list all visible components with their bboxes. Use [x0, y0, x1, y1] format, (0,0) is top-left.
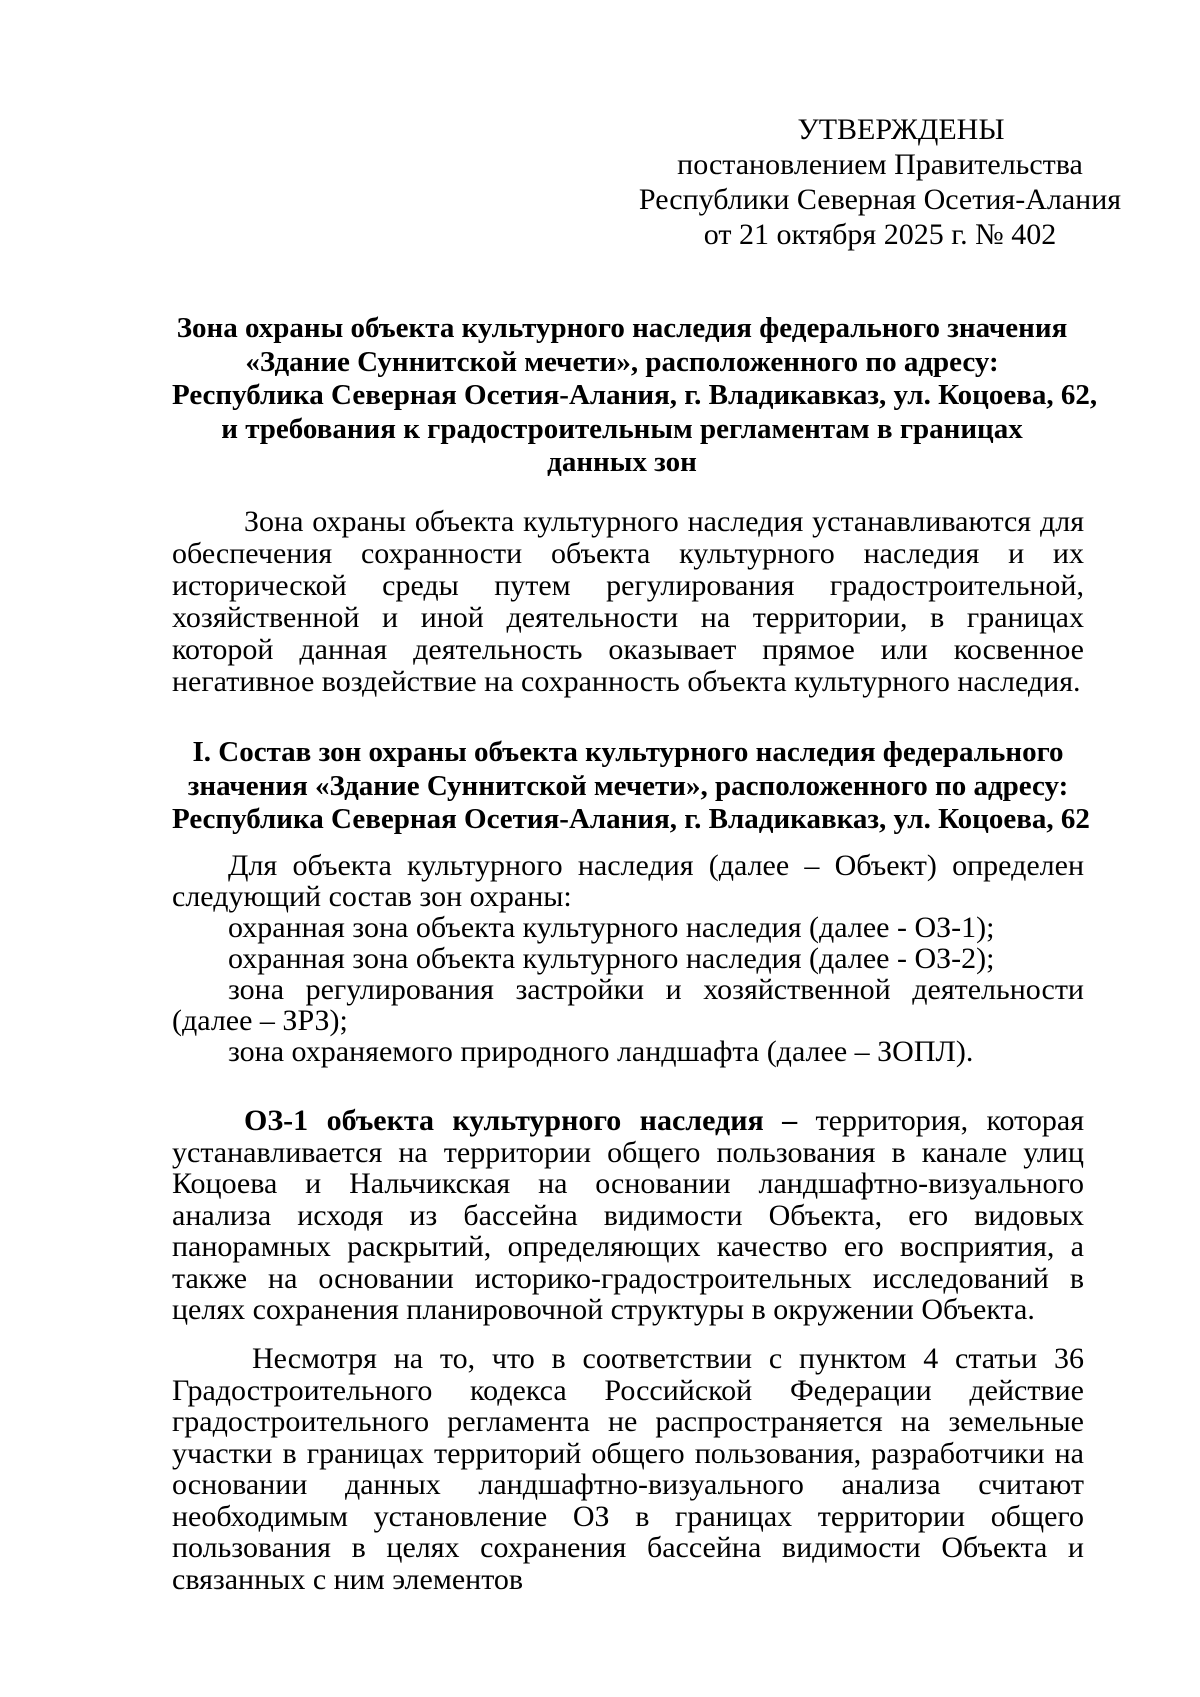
intro-paragraph: Зона охраны объекта культурного наследия устанавливаются для обеспечения сохранности объекта культурного наследия и их исторической среды путем регулирования градостроительной, хозяйственной и иной деятельности на территории, в границах которой данная деятельность оказывает прямое или косвенное негативное воздействие на сохранность объекта культурного наследия. — [172, 505, 1084, 698]
composition-paragraph: Для объекта культурного наследия (далее – Объект) определен следующий состав зон охраны: — [172, 849, 1084, 913]
oz1-text: территория, которая устанавливается на территории общего пользования в канале улиц Коцоева и Нальчикская на основании ландшафтно-визуального анализа исходя из бассейна видимости Объекта, его видовых панорамных раскрытий, определяющих качество его восприятия, а также на основании историко-градостроительных исследований в целях сохранения планировочной структуры в окружении Объекта. — [172, 1104, 1084, 1326]
section-1-title-line-2: значения «Здание Суннитской мечети», расположенного по адресу: — [187, 769, 1069, 802]
title-line-4: и требования к градостроительным регламентам в границах — [221, 412, 1023, 445]
title-line-2: «Здание Суннитской мечети», расположенного по адресу: — [245, 345, 999, 378]
title-line-5: данных зон — [547, 446, 697, 478]
section-1-title — [172, 736, 1090, 837]
zones-list — [172, 912, 1084, 1067]
list-item: зона охраняемого природного ландшафта (далее – ЗОПЛ). — [228, 1035, 974, 1068]
oz1-term: ОЗ-1 объекта культурного наследия – — [244, 1104, 798, 1137]
title-line-3: Республика Северная Осетия-Алания, г. Владикавказ, ул. Коцоева, 62, — [172, 379, 1098, 411]
approval-heading: УТВЕРЖДЕНЫ — [797, 113, 1005, 146]
approval-block — [600, 112, 1160, 252]
title-line-1: Зона охраны объекта культурного наследия федерального значения — [176, 312, 1068, 344]
approval-line-1: постановлением Правительства — [677, 148, 1083, 181]
despite-paragraph: Несмотря на то, что в соответствии с пунктом 4 статьи 36 Градостроительного кодекса Российской Федерации действие градостроительного регламента не распространяется на земельные участки в границах территорий общего пользования, разработчики на основании данных ландшафтно-визуального анализа считают необходимым установление ОЗ в границах территории общего пользования в целях сохранения бассейна видимости Объекта и связанных с ним элементов — [172, 1342, 1084, 1596]
oz1-paragraph — [172, 1105, 1084, 1326]
section-1-title-line-1: I. Состав зон охраны объекта культурного наследия федерального — [192, 736, 1064, 768]
approval-line-2: Республики Северная Осетия-Алания — [638, 183, 1122, 216]
approval-line-3: от 21 октября 2025 г. № 402 — [703, 218, 1057, 251]
list-item: охранная зона объекта культурного наследия (далее - ОЗ-2); — [228, 942, 995, 975]
list-item: зона регулирования застройки и хозяйственной деятельности (далее – ЗРЗ); — [172, 973, 1084, 1037]
list-item: охранная зона объекта культурного наследия (далее - ОЗ-1); — [228, 911, 995, 944]
document-title — [172, 312, 1098, 480]
section-1-title-line-3: Республика Северная Осетия-Алания, г. Владикавказ, ул. Коцоева, 62 — [172, 803, 1090, 835]
